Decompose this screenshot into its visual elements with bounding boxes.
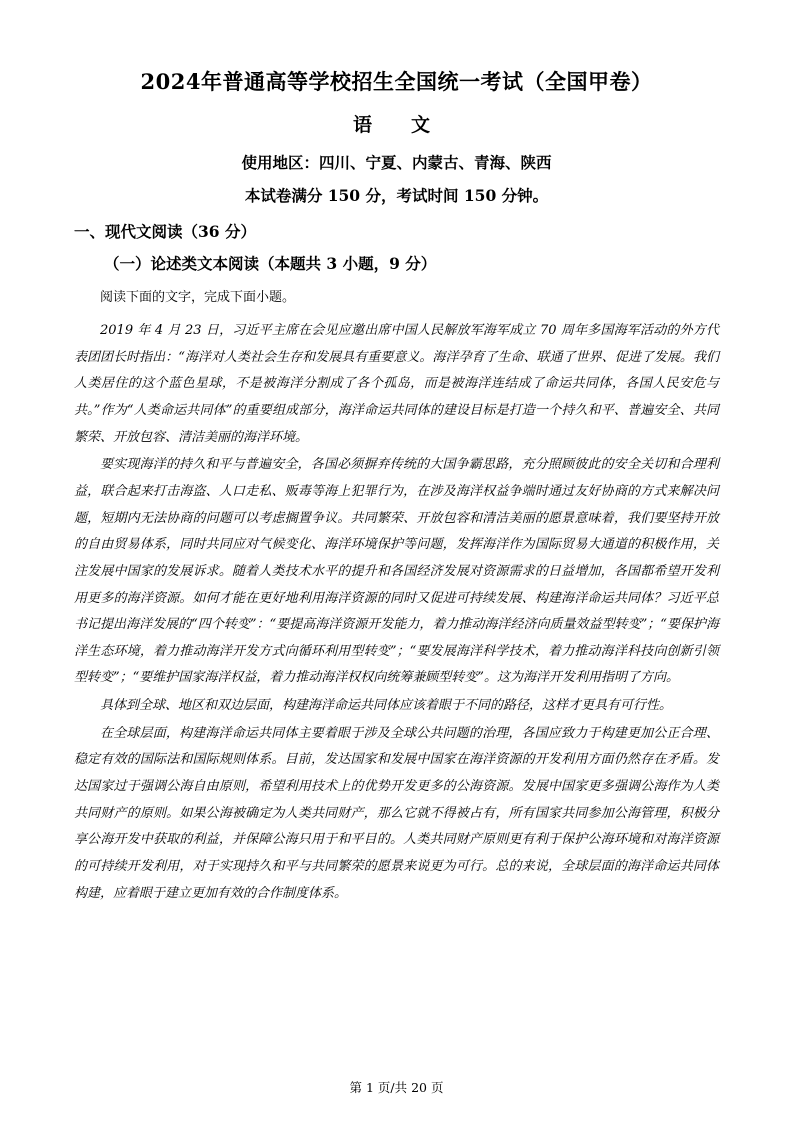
body-paragraph: 2019 年 4 月 23 日，习近平主席在会见应邀出席中国人民解放军海军成立 70 周年多国海军活动的外方代表团团长时指出：“海洋对人类社会生存和发展具有重要意义。海洋孕育了生命、联通了世界、促进了发展。我们人类居住的这个蓝色星球，不是被海洋分割成了各个孤岛，而是被海洋连结成了命运共同体，各国人民安危与共。”作为“人类命运共同体”的重要组成部分，海洋命运共同体的建设目标是打造一个持久和平、普遍安全、共同繁荣、开放包容、清洁美丽的海洋环境。 [74, 323, 719, 445]
body-paragraph: 在全球层面，构建海洋命运共同体主要着眼于涉及全球公共问题的治理，各国应致力于构建更加公正合理、稳定有效的国际法和国际规则体系。目前，发达国家和发展中国家在海洋资源的开发利用方面仍然存在矛盾。发达国家过于强调公海自由原则，希望利用技术上的优势开发更多的公海资源。发展中国家更多强调公海作为人类共同财产的原则。如果公海被确定为人类共同财产，那么它就不得被占有，所有国家共同参加公海管理，积极分享公海开发中获取的利益，并保障公海只用于和平目的。人类共同财产原则更有利于保护公海环境和对海洋资源的可持续开发利用，对于实现持久和平与共同繁荣的愿景来说更为可行。总的来说，全球层面的海洋命运共同体构建，应着眼于建立更加有效的合作制度体系。 [74, 725, 719, 901]
region-line: 使用地区：四川、宁夏、内蒙古、青海、陕西 [241, 153, 552, 172]
subject-title: 语 文 [352, 114, 440, 136]
page-title: 2024年普通高等学校招生全国统一考试（全国甲卷） [140, 69, 653, 94]
body-paragraph: 具体到全球、地区和双边层面，构建海洋命运共同体应该着眼于不同的路径，这样才更具有可行性。 [100, 698, 673, 714]
score-line: 本试卷满分 150 分，考试时间 150 分钟。 [244, 186, 549, 205]
body-paragraph: 要实现海洋的持久和平与普遍安全，各国必须摒弃传统的大国争霸思路，充分照顾彼此的安全关切和合理利益，联合起来打击海盗、人口走私、贩毒等海上犯罪行为，在涉及海洋权益争端时通过友好协商的方式来解决问题，短期内无法协商的问题可以考虑搁置争议。共同繁荣、开放包容和清洁美丽的愿景意味着，我们要坚持开放的自由贸易体系，同时共同应对气候变化、海洋环境保护等问题，发挥海洋作为国际贸易大通道的积极作用，关注发展中国家的发展诉求。随着人类技术水平的提升和各国经济发展对资源需求的日益增加，各国都希望开发利用更多的海洋资源。如何才能在更好地利用海洋资源的同时又促进可持续发展、构建海洋命运共同体？习近平总书记提出海洋发展的“四个转变”：“要提高海洋资源开发能力，着力推动海洋经济向质量效益型转变”；“要保护海洋生态环境，着力推动海洋开发方式向循环利用型转变”；“要发展海洋科学技术，着力推动海洋科技向创新引领型转变”；“要维护国家海洋权益，着力推动海洋权权向统筹兼顾型转变”。这为海洋开发利用指明了方向。 [74, 457, 719, 686]
reading-instruction: 阅读下面的文字，完成下面小题。 [100, 289, 296, 304]
page-footer: 第 1 页/共 20 页 [349, 1080, 444, 1095]
section-heading-one: 一、现代文阅读（36 分） [74, 222, 256, 241]
subsection-heading-one: （一）论述类文本阅读（本题共 3 小题，9 分） [104, 254, 437, 273]
